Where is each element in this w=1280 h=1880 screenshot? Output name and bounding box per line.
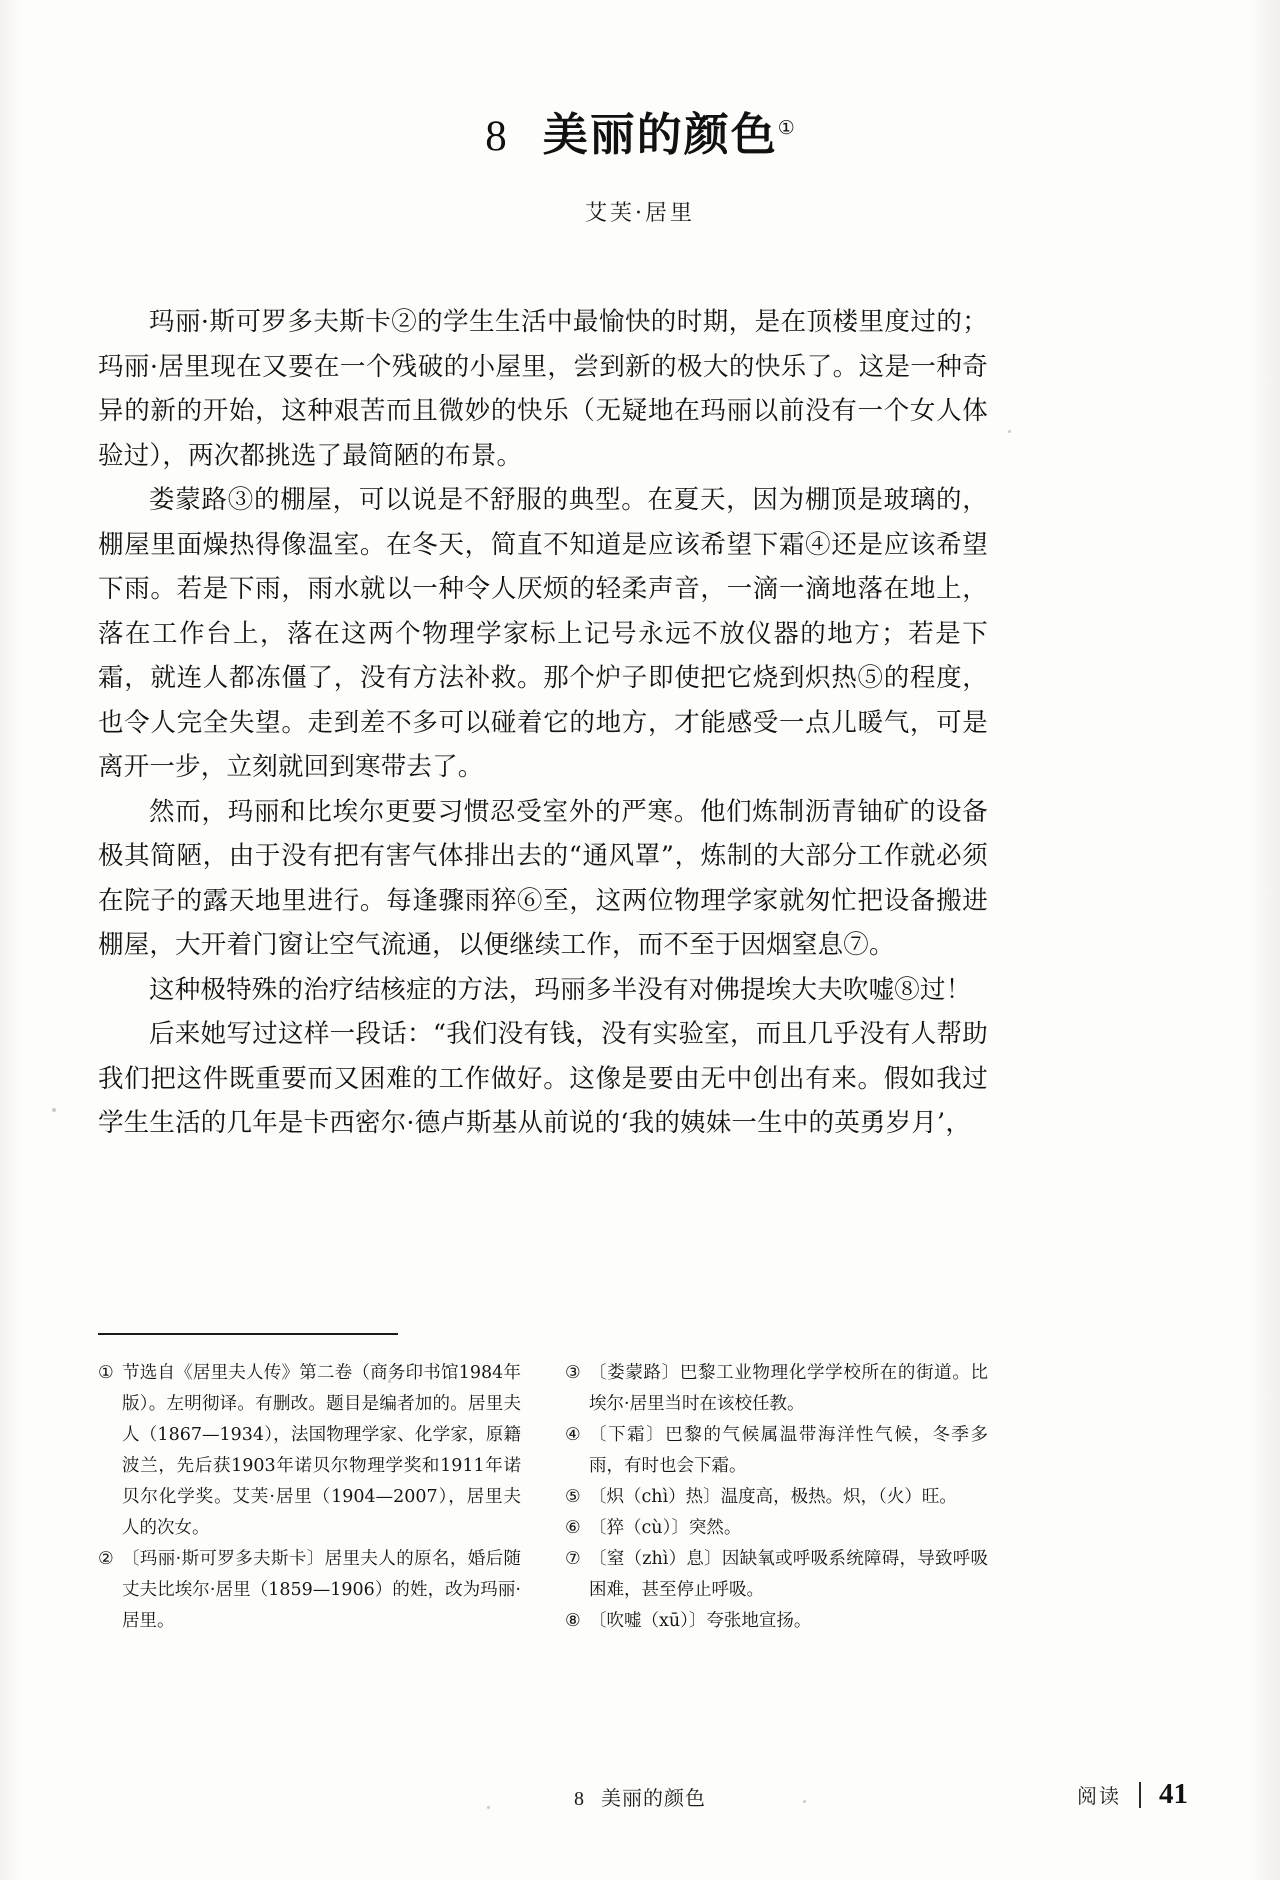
footnote-marker: ⑤ <box>565 1487 581 1507</box>
footer-lesson-number: 8 <box>574 1788 585 1810</box>
footnote-column-right <box>565 1358 988 1637</box>
footer-section-label: 阅读 <box>1077 1784 1121 1808</box>
footnote-text: 〔炽（chì）热〕温度高，极热。炽，（火）旺。 <box>589 1487 957 1507</box>
page-footer <box>0 1778 1280 1822</box>
footnote-item <box>98 1358 521 1544</box>
page-number: 41 <box>1159 1778 1188 1810</box>
scan-speck <box>1008 430 1011 433</box>
body-paragraph: 这种极特殊的治疗结核症的方法，玛丽多半没有对佛提埃大夫吹嘘⑧过！ <box>149 974 972 1005</box>
footnote-text: 〔猝（cù）〕突然。 <box>589 1518 742 1538</box>
footnote-item <box>565 1513 988 1544</box>
footnote-marker: ⑦ <box>565 1549 581 1569</box>
footnote-marker: ④ <box>565 1425 581 1445</box>
footnote-text: 节选自《居里夫人传》第二卷（商务印书馆1984年版）。左明彻译。有删改。题目是编者加的。居里夫人（1867—1934），法国物理学家、化学家，原籍波兰，先后获1903年诺贝尔物理学奖和1911年诺贝尔化学奖。艾芙·居里（1904—2007），居里夫人的次女。 <box>122 1363 521 1538</box>
body-paragraph: 娄蒙路③的棚屋，可以说是不舒服的典型。在夏天，因为棚顶是玻璃的，棚屋里面燥热得像温室。在冬天，简直不知道是应该希望下霜④还是应该希望下雨。若是下雨，雨水就以一种令人厌烦的轻柔声音，一滴一滴地落在地上，落在工作台上，落在这两个物理学家标上记号永远不放仪器的地方；若是下霜，就连人都冻僵了，没有方法补救。那个炉子即使把它烧到炽热⑤的程度，也令人完全失望。走到差不多可以碰着它的地方，才能感受一点儿暖气，可是离开一步，立刻就回到寒带去了。 <box>98 485 988 782</box>
page-left-edge-shading <box>0 0 26 1880</box>
lesson-number: 8 <box>485 113 509 160</box>
footnote-marker: ③ <box>565 1363 581 1383</box>
footnote-item <box>565 1544 988 1606</box>
footnote-divider <box>98 1333 398 1335</box>
footer-divider <box>1139 1782 1141 1808</box>
body-paragraph: 然而，玛丽和比埃尔更要习惯忍受室外的严寒。他们炼制沥青铀矿的设备极其简陋，由于没有把有害气体排出去的“通风罩”，炼制的大部分工作就必须在院子的露天地里进行。每逢骤雨猝⑥至，这两位物理学家就匆忙把设备搬进棚屋，大开着门窗让空气流通，以便继续工作，而不至于因烟窒息⑦。 <box>98 796 988 960</box>
footnote-item <box>565 1420 988 1482</box>
footer-lesson-title: 美丽的颜色 <box>601 1786 706 1810</box>
footnote-marker: ① <box>98 1363 114 1383</box>
page-title-block <box>0 98 1280 163</box>
footnote-marker: ⑧ <box>565 1611 581 1631</box>
footnote-item <box>98 1544 521 1637</box>
footnote-text: 〔娄蒙路〕巴黎工业物理化学学校所在的街道。比埃尔·居里当时在该校任教。 <box>589 1363 988 1414</box>
scan-speck <box>52 1108 56 1112</box>
body-paragraph: 玛丽·斯可罗多夫斯卡②的学生生活中最愉快的时期，是在顶楼里度过的；玛丽·居里现在又要在一个残破的小屋里，尝到新的极大的快乐了。这是一种奇异的新的开始，这种艰苦而且微妙的快乐（无疑地在玛丽以前没有一个女人体验过），两次都挑选了最简陋的布景。 <box>98 307 988 471</box>
footnote-marker: ② <box>98 1549 114 1569</box>
footnote-text: 〔吹嘘（xū）〕夸张地宣扬。 <box>589 1611 812 1631</box>
body-paragraph: 后来她写过这样一段话：“我们没有钱，没有实验室，而且几乎没有人帮助我们把这件既重要而又困难的工作做好。这像是要由无中创出有来。假如我过学生生活的几年是卡西密尔·德卢斯基从前说的‘我的姨妹一生中的英勇岁月’， <box>98 1019 988 1138</box>
page-right-edge-shading <box>1246 0 1280 1880</box>
article-body <box>98 300 988 1146</box>
footnote-item <box>565 1606 988 1637</box>
page-title <box>485 98 795 163</box>
footnote-text: 〔窒（zhì）息〕因缺氧或呼吸系统障碍，导致呼吸困难，甚至停止呼吸。 <box>589 1549 988 1600</box>
footnote-marker: ⑥ <box>565 1518 581 1538</box>
footer-page-block <box>1077 1778 1188 1811</box>
title-footnote-marker: ① <box>777 117 795 139</box>
footnote-item <box>565 1482 988 1513</box>
footnote-section <box>98 1358 988 1637</box>
footnote-item <box>565 1358 988 1420</box>
footnote-column-left <box>98 1358 521 1637</box>
author-byline: 艾芙·居里 <box>585 201 695 226</box>
footnote-text: 〔玛丽·斯可罗多夫斯卡〕居里夫人的原名，婚后随丈夫比埃尔·居里（1859—1906）的姓，改为玛丽·居里。 <box>122 1549 521 1631</box>
footnote-text: 〔下霜〕巴黎的气候属温带海洋性气候，冬季多雨，有时也会下霜。 <box>589 1425 988 1476</box>
lesson-title-text: 美丽的颜色 <box>542 108 778 161</box>
